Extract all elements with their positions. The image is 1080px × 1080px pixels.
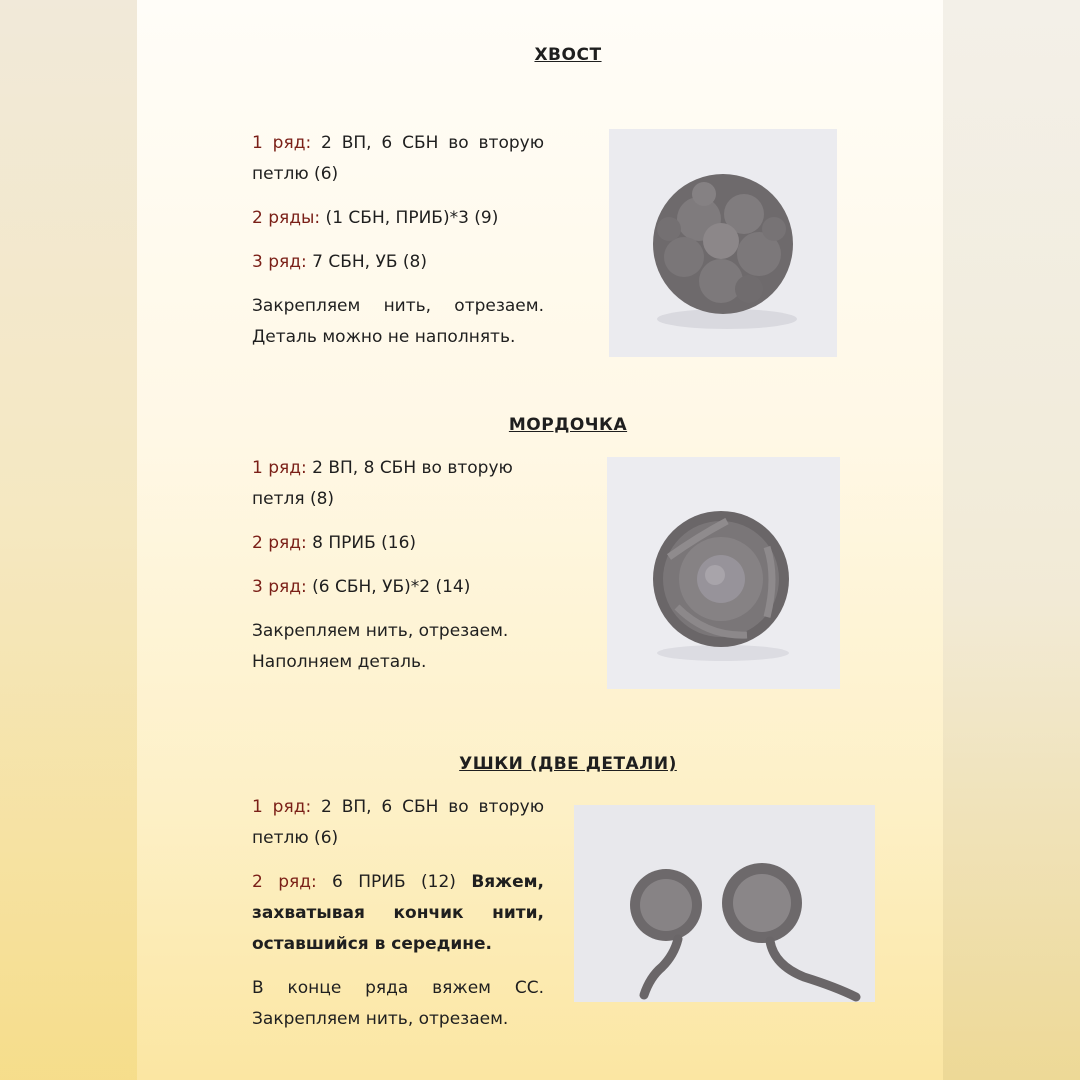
muzzle-photo bbox=[607, 457, 840, 689]
ears-crochet-image bbox=[574, 805, 875, 1002]
row-label: 1 ряд: bbox=[252, 797, 312, 817]
muzzle-row-3: 3 ряд: (6 СБН, УБ)*2 (14) bbox=[252, 577, 471, 597]
ears-title: УШКИ (ДВЕ ДЕТАЛИ) bbox=[459, 754, 677, 774]
ears-photo bbox=[574, 805, 875, 1002]
row-label: 2 ряд: bbox=[252, 872, 317, 892]
tail-pompom-image bbox=[609, 129, 837, 357]
muzzle-instructions bbox=[252, 453, 544, 691]
tail-row-3: 3 ряд: 7 СБН, УБ (8) bbox=[252, 252, 427, 272]
right-blurred-border bbox=[943, 0, 1080, 1080]
left-blurred-border bbox=[0, 0, 137, 1080]
tail-row-2: 2 ряды: (1 СБН, ПРИБ)*3 (9) bbox=[252, 208, 499, 228]
muzzle-row-2: 2 ряд: 8 ПРИБ (16) bbox=[252, 533, 417, 553]
ears-instructions bbox=[252, 792, 544, 1048]
tail-note: Закрепляем нить, отрезаем. Деталь можно не наполнять. bbox=[252, 296, 544, 347]
row-label: 1 ряд: bbox=[252, 133, 312, 153]
muzzle-note: Закрепляем нить, отрезаем. Наполняем деталь. bbox=[252, 621, 509, 672]
tail-photo bbox=[609, 129, 837, 357]
ears-row-1: 1 ряд: 2 ВП, 6 СБН во вторую петлю (6) bbox=[252, 797, 545, 848]
muzzle-crochet-image bbox=[607, 457, 840, 689]
row-label: 3 ряд: bbox=[252, 577, 307, 597]
tail-instructions bbox=[252, 128, 544, 366]
row-label: 2 ряд: bbox=[252, 533, 307, 553]
ears-note: В конце ряда вяжем СС. Закрепляем нить, отрезаем. bbox=[252, 978, 544, 1029]
row-label: 3 ряд: bbox=[252, 252, 307, 272]
muzzle-title: МОРДОЧКА bbox=[508, 415, 628, 435]
tail-title: ХВОСТ bbox=[534, 45, 602, 65]
muzzle-row-1: 1 ряд: 2 ВП, 8 СБН во вторую петля (8) bbox=[252, 458, 513, 509]
tail-row-1: 1 ряд: 2 ВП, 6 СБН во вторую петлю (6) bbox=[252, 133, 545, 184]
row-label: 1 ряд: bbox=[252, 458, 307, 478]
ears-row-2: 2 ряд: 6 ПРИБ (12) Вяжем, захватывая кончик нити, оставшийся в середине. bbox=[252, 872, 544, 954]
row-label: 2 ряды: bbox=[252, 208, 321, 228]
